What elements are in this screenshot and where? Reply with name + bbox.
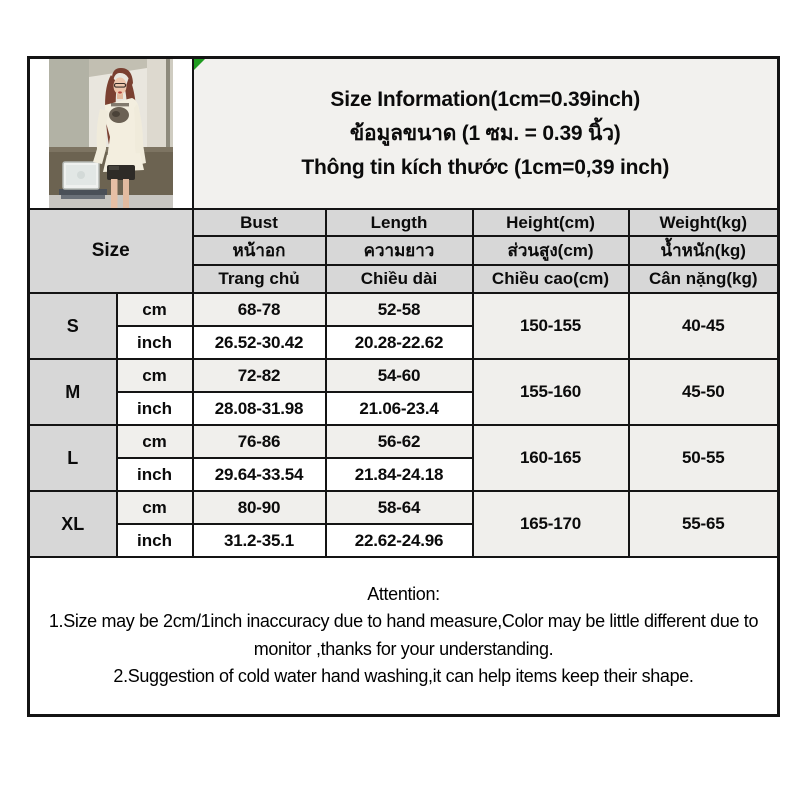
cell-l-bust-cm: 76-86 — [193, 425, 326, 458]
cell-l-length-inch: 21.84-24.18 — [326, 458, 473, 491]
table-row-s-cm — [29, 293, 779, 326]
cell-l-weight: 50-55 — [629, 425, 779, 491]
col-header-bust-en: Bust — [193, 209, 326, 236]
unit-label-inch: inch — [117, 392, 193, 425]
size-cell-xl: XL — [29, 491, 117, 557]
cell-m-length-cm: 54-60 — [326, 359, 473, 392]
col-header-height-en: Height(cm) — [473, 209, 629, 236]
cell-m-weight: 45-50 — [629, 359, 779, 425]
title-cell — [193, 58, 779, 210]
cell-s-length-cm: 52-58 — [326, 293, 473, 326]
cell-xl-height: 165-170 — [473, 491, 629, 557]
unit-label-cm: cm — [117, 293, 193, 326]
cell-l-height: 160-165 — [473, 425, 629, 491]
unit-label-inch: inch — [117, 326, 193, 359]
cell-l-length-cm: 56-62 — [326, 425, 473, 458]
cell-xl-bust-cm: 80-90 — [193, 491, 326, 524]
unit-label-cm: cm — [117, 359, 193, 392]
col-header-weight-th: น้ำหนัก(kg) — [629, 236, 779, 265]
col-header-length-th: ความยาว — [326, 236, 473, 265]
col-header-height-th: ส่วนสูง(cm) — [473, 236, 629, 265]
attention-note-1: 1.Size may be 2cm/1inch inaccuracy due to hand measure,Color may be little different due to monitor ,thanks for your understanding. — [48, 611, 759, 659]
col-header-weight-en: Weight(kg) — [629, 209, 779, 236]
cell-s-height: 150-155 — [473, 293, 629, 359]
title-vietnamese: Thông tin kích thước (1cm=0,39 inch) — [301, 155, 670, 179]
table-row-m-cm — [29, 359, 779, 392]
cell-s-bust-cm: 68-78 — [193, 293, 326, 326]
col-header-height-vi: Chiều cao(cm) — [473, 265, 629, 293]
attention-note-2: 2.Suggestion of cold water hand washing,it can help items keep their shape. — [113, 666, 694, 687]
attention-row — [29, 557, 779, 715]
photo-cell — [29, 58, 193, 210]
size-cell-s: S — [29, 293, 117, 359]
size-table — [27, 56, 780, 717]
table-row-l-cm — [29, 425, 779, 458]
size-cell-m: M — [29, 359, 117, 425]
size-cell-l: L — [29, 425, 117, 491]
col-header-length-en: Length — [326, 209, 473, 236]
unit-label-cm: cm — [117, 425, 193, 458]
attention-heading: Attention: — [367, 583, 440, 604]
cell-xl-length-cm: 58-64 — [326, 491, 473, 524]
cell-xl-weight: 55-65 — [629, 491, 779, 557]
cell-m-bust-cm: 72-82 — [193, 359, 326, 392]
cell-m-length-inch: 21.06-23.4 — [326, 392, 473, 425]
cell-m-height: 155-160 — [473, 359, 629, 425]
cell-xl-bust-inch: 31.2-35.1 — [193, 524, 326, 557]
cell-s-bust-inch: 26.52-30.42 — [193, 326, 326, 359]
unit-label-inch: inch — [117, 524, 193, 557]
attention-cell — [29, 557, 779, 715]
col-header-length-vi: Chiều dài — [326, 265, 473, 293]
title-english: Size Information(1cm=0.39inch) — [330, 87, 641, 111]
header-size: Size — [29, 209, 193, 293]
col-header-bust-th: หน้าอก — [193, 236, 326, 265]
cell-l-bust-inch: 29.64-33.54 — [193, 458, 326, 491]
table-row-xl-cm — [29, 491, 779, 524]
product-photo — [49, 59, 173, 208]
unit-label-inch: inch — [117, 458, 193, 491]
cell-m-bust-inch: 28.08-31.98 — [193, 392, 326, 425]
col-header-bust-vi: Trang chủ — [193, 265, 326, 293]
unit-label-cm: cm — [117, 491, 193, 524]
title-thai: ข้อมูลขนาด (1 ซม. = 0.39 นิ้ว) — [349, 121, 621, 145]
cell-s-weight: 40-45 — [629, 293, 779, 359]
col-header-weight-vi: Cân nặng(kg) — [629, 265, 779, 293]
cell-xl-length-inch: 22.62-24.96 — [326, 524, 473, 557]
comment-triangle-icon — [194, 59, 205, 70]
cell-s-length-inch: 20.28-22.62 — [326, 326, 473, 359]
